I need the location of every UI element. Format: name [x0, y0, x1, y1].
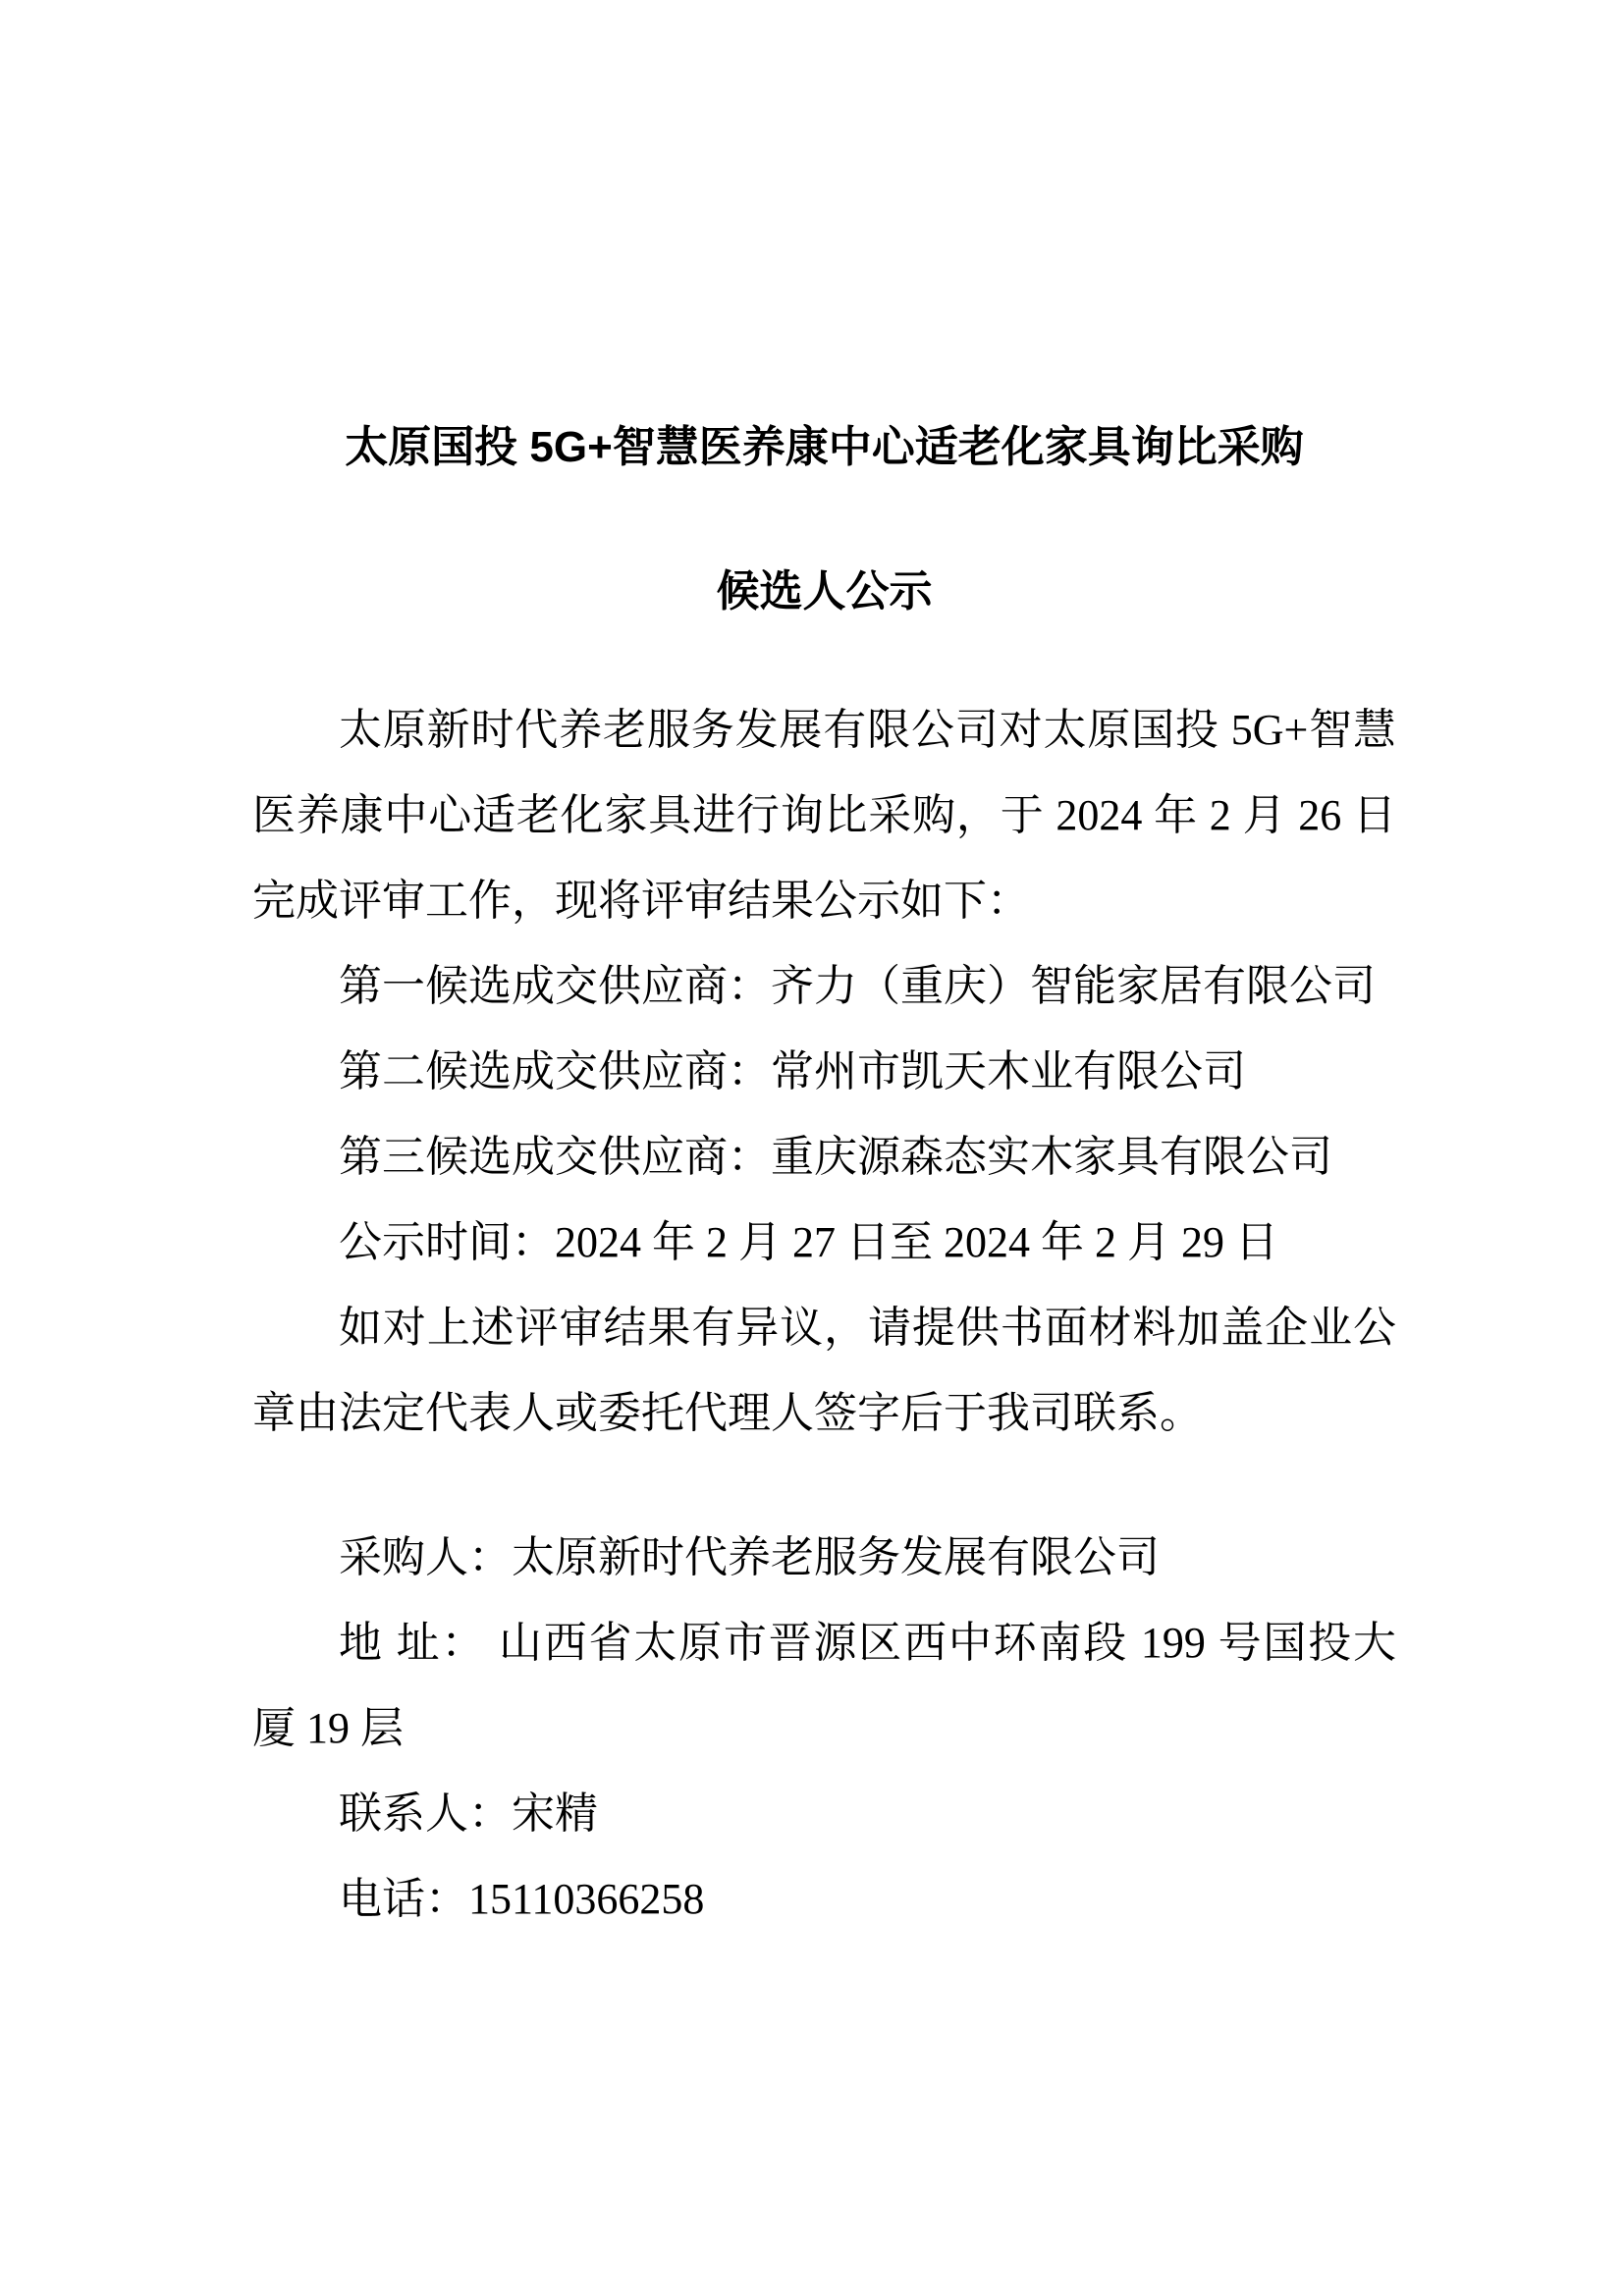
body-line: 公示时间：2024 年 2 月 27 日至 2024 年 2 月 29 日 — [339, 1218, 1278, 1266]
document-title-line1: 太原国投 5G+智慧医养康中心适老化家具询比采购 — [345, 423, 1304, 471]
body-line: 第三候选成交供应商：重庆源森态实木家具有限公司 — [339, 1133, 1332, 1181]
body-line: 采购人：太原新时代养老服务发展有限公司 — [339, 1533, 1160, 1581]
document-title-line2: 候选人公示 — [716, 567, 933, 615]
body-line: 地 址： 山西省太原市晋源区西中环南段 199 号国投大 — [339, 1619, 1396, 1667]
body-line: 厦 19 层 — [252, 1704, 404, 1752]
document-body — [252, 687, 1396, 1942]
body-line: 章由法定代表人或委托代理人签字后于我司联系。 — [252, 1389, 1203, 1437]
body-line: 如对上述评审结果有异议，请提供书面材料加盖企业公 — [339, 1304, 1396, 1352]
body-line: 联系人：宋精 — [339, 1789, 598, 1838]
body-line: 第一候选成交供应商：齐力（重庆）智能家居有限公司 — [339, 962, 1376, 1010]
body-line: 医养康中心适老化家具进行询比采购，于 2024 年 2 月 26 日 — [252, 791, 1396, 839]
body-line: 完成评审工作，现将评审结果公示如下： — [252, 877, 1030, 925]
body-line: 太原新时代养老服务发展有限公司对太原国投 5G+智慧 — [339, 706, 1396, 754]
body-line: 第二候选成交供应商：常州市凯天木业有限公司 — [339, 1047, 1246, 1095]
blank-line — [252, 1456, 1396, 1515]
body-line: 电话：15110366258 — [339, 1875, 705, 1923]
